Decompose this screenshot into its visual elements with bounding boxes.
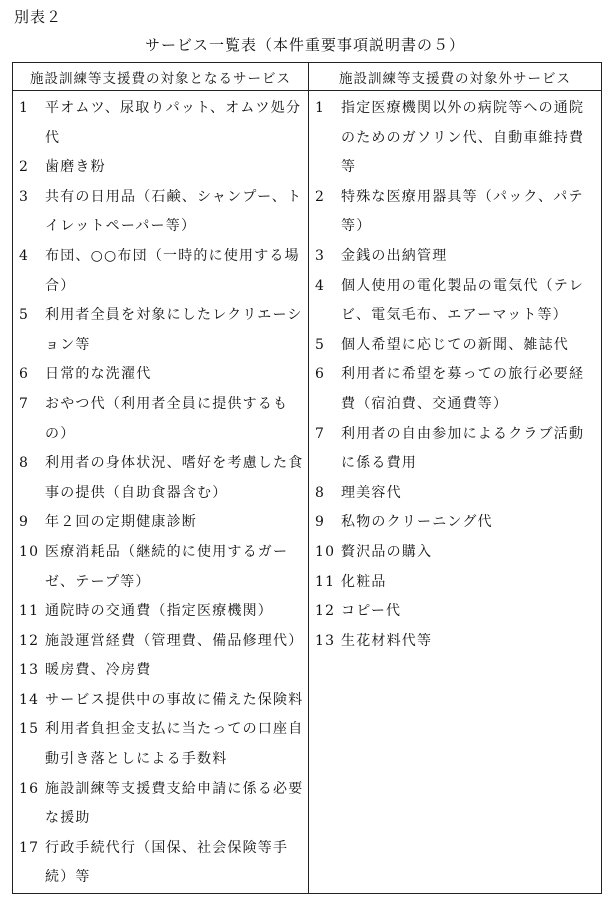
not-covered-service-item: [315, 420, 597, 479]
not-covered-service-item: [315, 360, 597, 419]
item-text: 利用者全員を対象にしたレクリエーション等: [45, 307, 303, 353]
not-covered-service-item: [315, 183, 597, 242]
not-covered-service-item: [315, 331, 597, 361]
item-text: 通院時の交通費（指定医療機関）: [45, 603, 273, 620]
item-number: 13: [19, 662, 40, 679]
item-number: 15: [19, 721, 40, 738]
item-number: 13: [315, 632, 336, 649]
covered-service-item: [19, 834, 304, 893]
covered-service-item: [19, 715, 304, 774]
covered-service-item: [19, 242, 304, 301]
doc-label: 別表２: [14, 8, 63, 26]
item-text: おやつ代（利用者全員に提供するもの）: [45, 395, 289, 442]
item-number: 2: [19, 159, 30, 176]
item-text: 平オムツ、尿取りパット、オムツ処分代: [45, 100, 302, 146]
item-number: 2: [315, 188, 326, 205]
item-number: 6: [19, 366, 30, 383]
covered-service-item: [19, 627, 304, 657]
covered-service-item: [19, 94, 304, 153]
item-text: 私物のクリーニング代: [341, 514, 493, 531]
col-header-not-covered: 施設訓練等支援費の対象外サービス: [309, 63, 602, 91]
item-number: 9: [19, 514, 30, 531]
item-text: 理美容代: [341, 484, 402, 501]
item-number: 8: [19, 455, 30, 472]
item-number: 12: [19, 632, 40, 649]
item-number: 5: [19, 307, 30, 324]
item-number: 3: [19, 188, 30, 205]
table-header-row: [13, 63, 602, 91]
not-covered-service-item: [315, 597, 597, 627]
item-text: 布団、○○布団（一時的に使用する場合）: [45, 247, 300, 294]
item-text: 利用者の身体状況、嗜好を考慮した食事の提供（自助食器含む）: [45, 455, 304, 501]
item-number: 6: [315, 366, 326, 383]
item-text: 個人希望に応じての新聞、雑誌代: [341, 336, 569, 353]
item-text: サービス提供中の事故に備えた保険料: [45, 691, 304, 708]
covered-services-list: [19, 94, 304, 893]
item-text: 個人使用の電化製品の電気代（テレビ、電気毛布、エアーマット等）: [341, 277, 584, 324]
item-number: 10: [19, 543, 40, 560]
not-covered-services-list: [315, 94, 597, 656]
item-number: 11: [315, 573, 336, 590]
item-text: 施設運営経費（管理費、備品修理代）: [45, 632, 304, 649]
covered-service-item: [19, 183, 304, 242]
table-body-row: [13, 91, 602, 894]
item-number: 10: [315, 543, 336, 560]
covered-service-item: [19, 775, 304, 834]
covered-service-item: [19, 656, 304, 686]
item-text: 共有の日用品（石鹸、シャンプー、トイレットペーパー等）: [45, 188, 303, 235]
not-covered-service-item: [315, 508, 597, 538]
item-text: 指定医療機関以外の病院等への通院のためのガソリン代、自動車維持費等: [341, 100, 585, 176]
not-covered-service-item: [315, 568, 597, 598]
item-number: 3: [315, 247, 326, 264]
covered-service-item: [19, 508, 304, 538]
item-number: 17: [19, 839, 40, 856]
item-number: 12: [315, 603, 336, 620]
covered-service-item: [19, 153, 304, 183]
item-number: 5: [315, 336, 326, 353]
covered-service-item: [19, 390, 304, 449]
item-number: 16: [19, 780, 40, 797]
col-header-covered: 施設訓練等支援費の対象となるサービス: [13, 63, 309, 91]
item-number: 4: [19, 247, 30, 264]
item-text: 歯磨き粉: [45, 159, 106, 176]
item-number: 7: [19, 395, 30, 412]
item-text: 利用者の自由参加によるクラブ活動に係る費用: [341, 425, 585, 472]
item-text: 年２回の定期健康診断: [45, 514, 197, 531]
item-text: 医療消耗品（継続的に使用するガーゼ、テープ等）: [45, 543, 289, 590]
item-number: 9: [315, 514, 326, 531]
not-covered-service-item: [315, 627, 597, 657]
item-text: 日常的な洗濯代: [45, 366, 152, 383]
item-text: コピー代: [341, 603, 402, 620]
covered-service-item: [19, 449, 304, 508]
item-number: 1: [19, 100, 30, 116]
covered-service-item: [19, 597, 304, 627]
item-text: 利用者負担金支払に当たっての口座自動引き落としによる手数料: [45, 721, 304, 768]
item-text: 金銭の出納管理: [341, 247, 448, 264]
doc-title: サービス一覧表（本件重要事項説明書の５）: [144, 36, 465, 54]
not-covered-service-item: [315, 479, 597, 509]
item-text: 行政手続代行（国保、社会保険等手続）等: [45, 839, 289, 886]
not-covered-service-item: [315, 538, 597, 568]
item-number: 11: [19, 603, 40, 620]
item-text: 特殊な医療用器具等（パック、パテ等）: [341, 188, 584, 235]
not-covered-services-cell: [309, 91, 602, 894]
not-covered-service-item: [315, 272, 597, 331]
covered-service-item: [19, 538, 304, 597]
item-text: 施設訓練等支援費支給申請に係る必要な援助: [45, 780, 304, 827]
item-number: 7: [315, 425, 326, 442]
item-text: 生花材料代等: [341, 632, 433, 649]
item-number: 8: [315, 484, 326, 501]
item-number: 4: [315, 277, 326, 294]
item-text: 化粧品: [341, 573, 387, 590]
item-text: 利用者に希望を募っての旅行必要経費（宿泊費、交通費等）: [341, 366, 585, 412]
item-number: 1: [315, 100, 326, 116]
covered-service-item: [19, 360, 304, 390]
not-covered-service-item: [315, 94, 597, 183]
item-text: 贅沢品の購入: [341, 543, 433, 560]
service-table: [12, 62, 602, 894]
covered-service-item: [19, 686, 304, 716]
item-text: 暖房費、冷房費: [45, 662, 152, 679]
not-covered-service-item: [315, 242, 597, 272]
covered-service-item: [19, 301, 304, 360]
covered-services-cell: [13, 91, 309, 894]
item-number: 14: [19, 691, 40, 708]
